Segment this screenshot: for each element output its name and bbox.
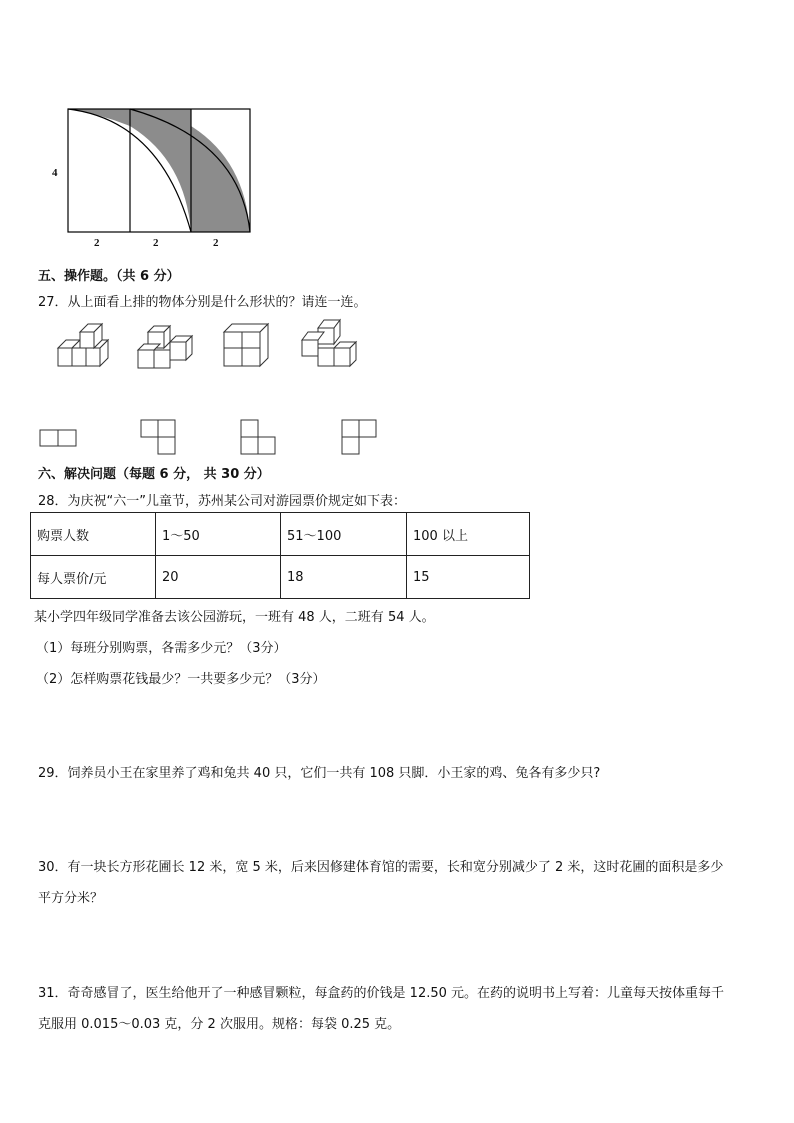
shaded-area-figure — [40, 100, 270, 260]
top-view-shape-4 — [342, 420, 376, 454]
cube-object-4 — [302, 320, 356, 366]
figure-width-label-1: 2 — [94, 237, 100, 249]
figure-width-label-2: 2 — [153, 237, 159, 249]
question-31-line-2: 克服用 0.015～0.03 克，分 2 次服用。规格：每袋 0.25 克。 — [38, 1017, 401, 1032]
table-cell: 1～50 — [156, 513, 281, 556]
top-view-shape-2 — [141, 420, 175, 454]
table-row — [31, 556, 530, 599]
top-view-shape-3 — [241, 420, 275, 454]
table-cell: 100 以上 — [407, 513, 530, 556]
question-28-context: 某小学四年级同学准备去该公园游玩，一班有 48 人，二班有 54 人。 — [34, 610, 435, 625]
question-30-line-1: 30．有一块长方形花圃长 12 米，宽 5 米，后来因修建体育馆的需要，长和宽分别减少了 2 米，这时花圃的面积是多少 — [38, 860, 724, 875]
question-27: 27．从上面看上排的物体分别是什么形状的？请连一连。 — [38, 295, 367, 310]
question-28-part-2: （2）怎样购票花钱最少？一共要多少元？（3分） — [36, 672, 326, 687]
table-row — [31, 513, 530, 556]
table-cell: 51～100 — [281, 513, 407, 556]
question-30-line-2: 平方分米？ — [38, 891, 104, 906]
question-28-intro: 28．为庆祝“六一”儿童节，苏州某公司对游园票价规定如下表： — [38, 494, 407, 509]
top-view-shape-1 — [40, 430, 76, 446]
shaded-region-1 — [68, 109, 130, 126]
cube-object-2 — [138, 326, 192, 368]
cube-object-3 — [224, 324, 268, 366]
question-29: 29．饲养员小王在家里养了鸡和兔共 40 只，它们一共有 108 只脚．小王家的鸡、兔各有多少只? — [38, 766, 601, 781]
table-cell: 20 — [156, 556, 281, 599]
table-cell: 18 — [281, 556, 407, 599]
ticket-price-table — [30, 512, 530, 599]
cube-objects-row — [50, 318, 370, 374]
question-28-part-1: （1）每班分别购票，各需多少元？（3分） — [36, 641, 287, 656]
section6-heading: 六、解决问题（每题 6 分， 共 30 分） — [38, 467, 270, 482]
cube-object-1 — [58, 324, 108, 366]
figure-width-label-3: 2 — [213, 237, 219, 249]
figure-height-label: 4 — [52, 167, 58, 179]
table-cell: 15 — [407, 556, 530, 599]
table-cell: 每人票价/元 — [31, 556, 156, 599]
top-view-shapes-row — [38, 418, 383, 458]
question-31-line-1: 31．奇奇感冒了，医生给他开了一种感冒颗粒，每盒药的价钱是 12.50 元。在药的说明书上写着：儿童每天按体重每千 — [38, 986, 725, 1001]
section5-heading: 五、操作题。（共 6 分） — [38, 269, 180, 284]
table-cell: 购票人数 — [31, 513, 156, 556]
